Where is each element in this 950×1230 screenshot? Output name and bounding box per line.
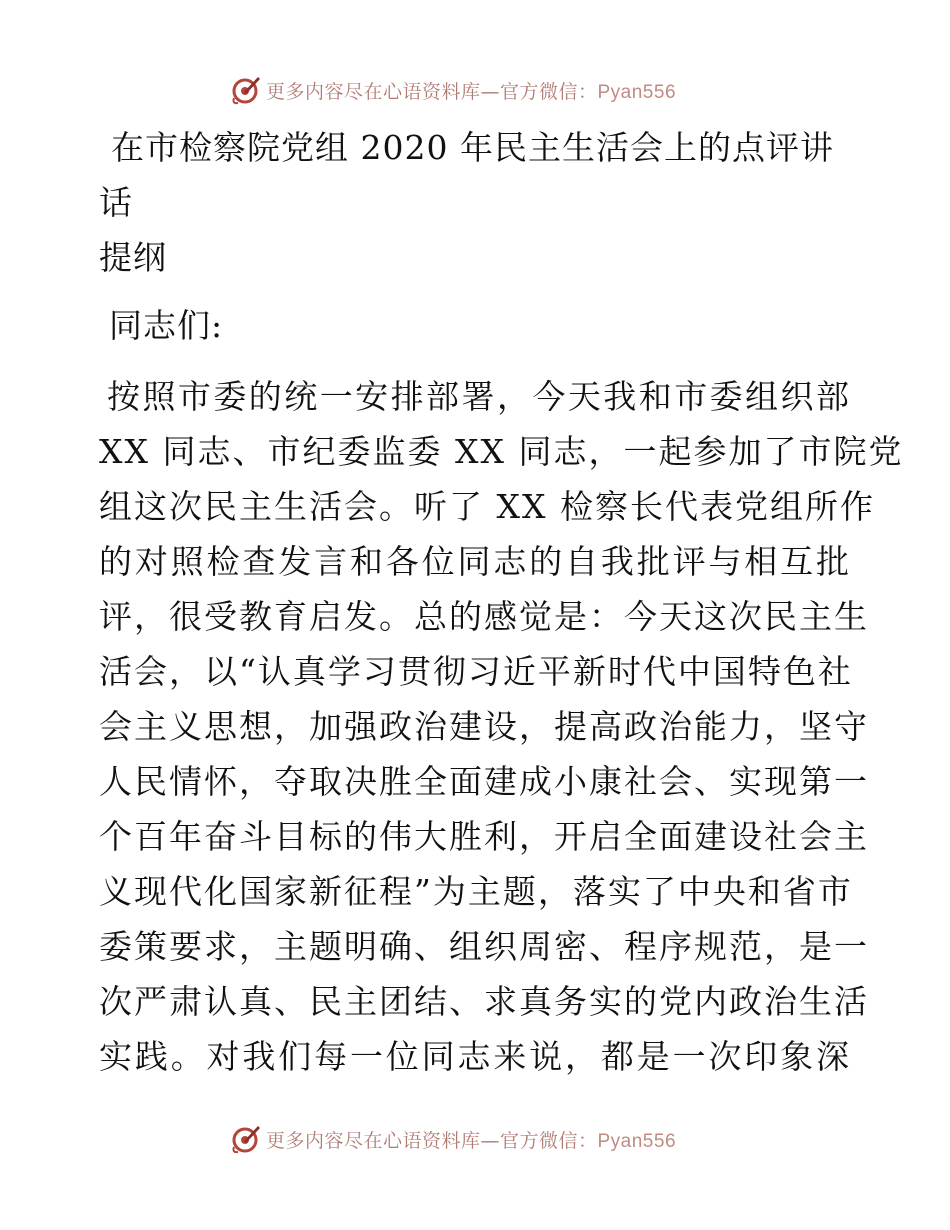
quill-logo-icon	[230, 74, 262, 106]
title-line-2: 提纲	[99, 238, 167, 277]
paragraph-line: 按照市委的统一安排部署，今天我和市委组织部	[107, 377, 851, 416]
paragraph-line: 个百年奋斗目标的伟大胜利，开启全面建设社会主	[99, 817, 869, 856]
watermark-text	[266, 77, 676, 104]
paragraph-line: 义现代化国家新征程”为主题，落实了中央和省市	[99, 872, 853, 911]
wechat-id: Pyan556	[597, 1130, 677, 1152]
wechat-id: Pyan556	[597, 81, 677, 103]
quill-logo-icon	[230, 1123, 262, 1155]
paragraph-line: 的对照检查发言和各位同志的自我批评与相互批	[99, 542, 851, 581]
document-title	[99, 120, 851, 285]
official-label: 官方微信：	[499, 1129, 598, 1152]
paragraph-line: 人民情怀，夺取决胜全面建成小康社会、实现第一	[99, 762, 869, 801]
site-name: 更多内容尽在心语资料库	[265, 1129, 481, 1152]
watermark-text	[266, 1126, 676, 1153]
separator: —	[480, 80, 500, 103]
paragraph-line: 委策要求，主题明确、组织周密、程序规范，是一	[99, 927, 869, 966]
paragraph-line: XX 同志、市纪委监委 XX 同志，一起参加了市院党	[99, 432, 904, 471]
paragraph-line: 次严肃认真、民主团结、求真务实的党内政治生活	[99, 982, 869, 1021]
salutation-text: 同志们:	[109, 306, 224, 345]
title-line-1: 在市检察院党组 2020 年民主生活会上的点评讲话	[99, 128, 834, 222]
paragraph-line: 活会，以“认真学习贯彻习近平新时代中国特色社	[99, 652, 853, 691]
paragraph	[99, 369, 904, 1084]
document-body	[99, 120, 904, 1084]
site-name: 更多内容尽在心语资料库	[265, 80, 481, 103]
paragraph-line: 实践。对我们每一位同志来说，都是一次印象深	[99, 1037, 851, 1076]
header-watermark-banner	[0, 72, 950, 108]
salutation	[99, 299, 851, 353]
paragraph-line: 组这次民主生活会。听了 XX 检察长代表党组所作	[99, 487, 875, 526]
official-label: 官方微信：	[499, 80, 598, 103]
footer-watermark-banner	[0, 1121, 950, 1157]
paragraph-line: 会主义思想，加强政治建设，提高政治能力，坚守	[99, 707, 869, 746]
paragraph-line: 评，很受教育启发。总的感觉是：今天这次民主生	[99, 597, 869, 636]
separator: —	[480, 1129, 500, 1152]
